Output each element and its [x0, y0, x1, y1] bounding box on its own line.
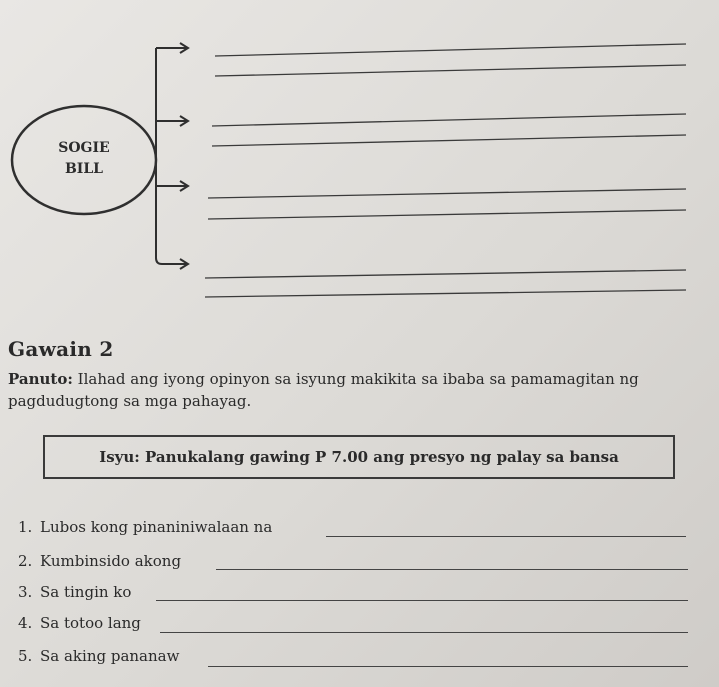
sogie-bill-diagram: [0, 0, 719, 310]
answer-line[interactable]: [208, 189, 686, 198]
statement-number: 2.: [18, 552, 33, 570]
branch-arrow: [156, 181, 188, 191]
answer-line[interactable]: [205, 290, 686, 297]
branch-arrow: [162, 259, 188, 269]
spine-line: [156, 48, 162, 264]
statement-item: [18, 552, 181, 570]
answer-line[interactable]: [212, 114, 686, 126]
statement-text: Sa totoo lang: [40, 614, 141, 632]
circle-label-bill: BILL: [64, 161, 104, 177]
answer-line[interactable]: [205, 270, 686, 278]
instructions: [8, 368, 714, 412]
statement-text: Kumbinsido akong: [40, 552, 182, 570]
statement-number: 4.: [18, 614, 33, 632]
statement-number: 1.: [18, 518, 33, 536]
circle-label-sogie: SOGIE: [58, 140, 110, 156]
statement-number: 5.: [18, 647, 33, 665]
statement-text: Sa tingin ko: [40, 583, 132, 601]
instruction-text: Ilahad ang iyong opinyon sa isyung makikita sa ibaba sa pamamagitan ng pagdudugtong sa mga pahayag.: [8, 370, 639, 410]
answer-line[interactable]: [215, 44, 686, 56]
instruction-label: Panuto:: [8, 370, 73, 388]
answer-line[interactable]: [215, 65, 686, 76]
activity-heading: Gawain 2: [8, 337, 114, 361]
answer-line[interactable]: [212, 135, 686, 146]
issue-box: [43, 435, 675, 479]
branch-arrow: [156, 116, 188, 126]
branch-arrow: [156, 43, 188, 53]
statement-answer-line[interactable]: [216, 569, 688, 570]
statement-item: [18, 518, 272, 536]
statement-item: [18, 583, 131, 601]
answer-line[interactable]: [208, 210, 686, 219]
statement-item: [18, 614, 141, 632]
statement-number: 3.: [18, 583, 33, 601]
statement-answer-line[interactable]: [160, 632, 688, 633]
statement-answer-line[interactable]: [208, 666, 688, 667]
issue-text: Isyu: Panukalang gawing P 7.00 ang presyo ng palay sa bansa: [99, 448, 619, 466]
statement-answer-line[interactable]: [156, 600, 688, 601]
statement-text: Lubos kong pinaniniwalaan na: [40, 518, 273, 536]
statement-answer-line[interactable]: [326, 536, 686, 537]
center-circle: [12, 106, 156, 214]
statement-item: [18, 647, 179, 665]
statement-text: Sa aking pananaw: [40, 647, 180, 665]
